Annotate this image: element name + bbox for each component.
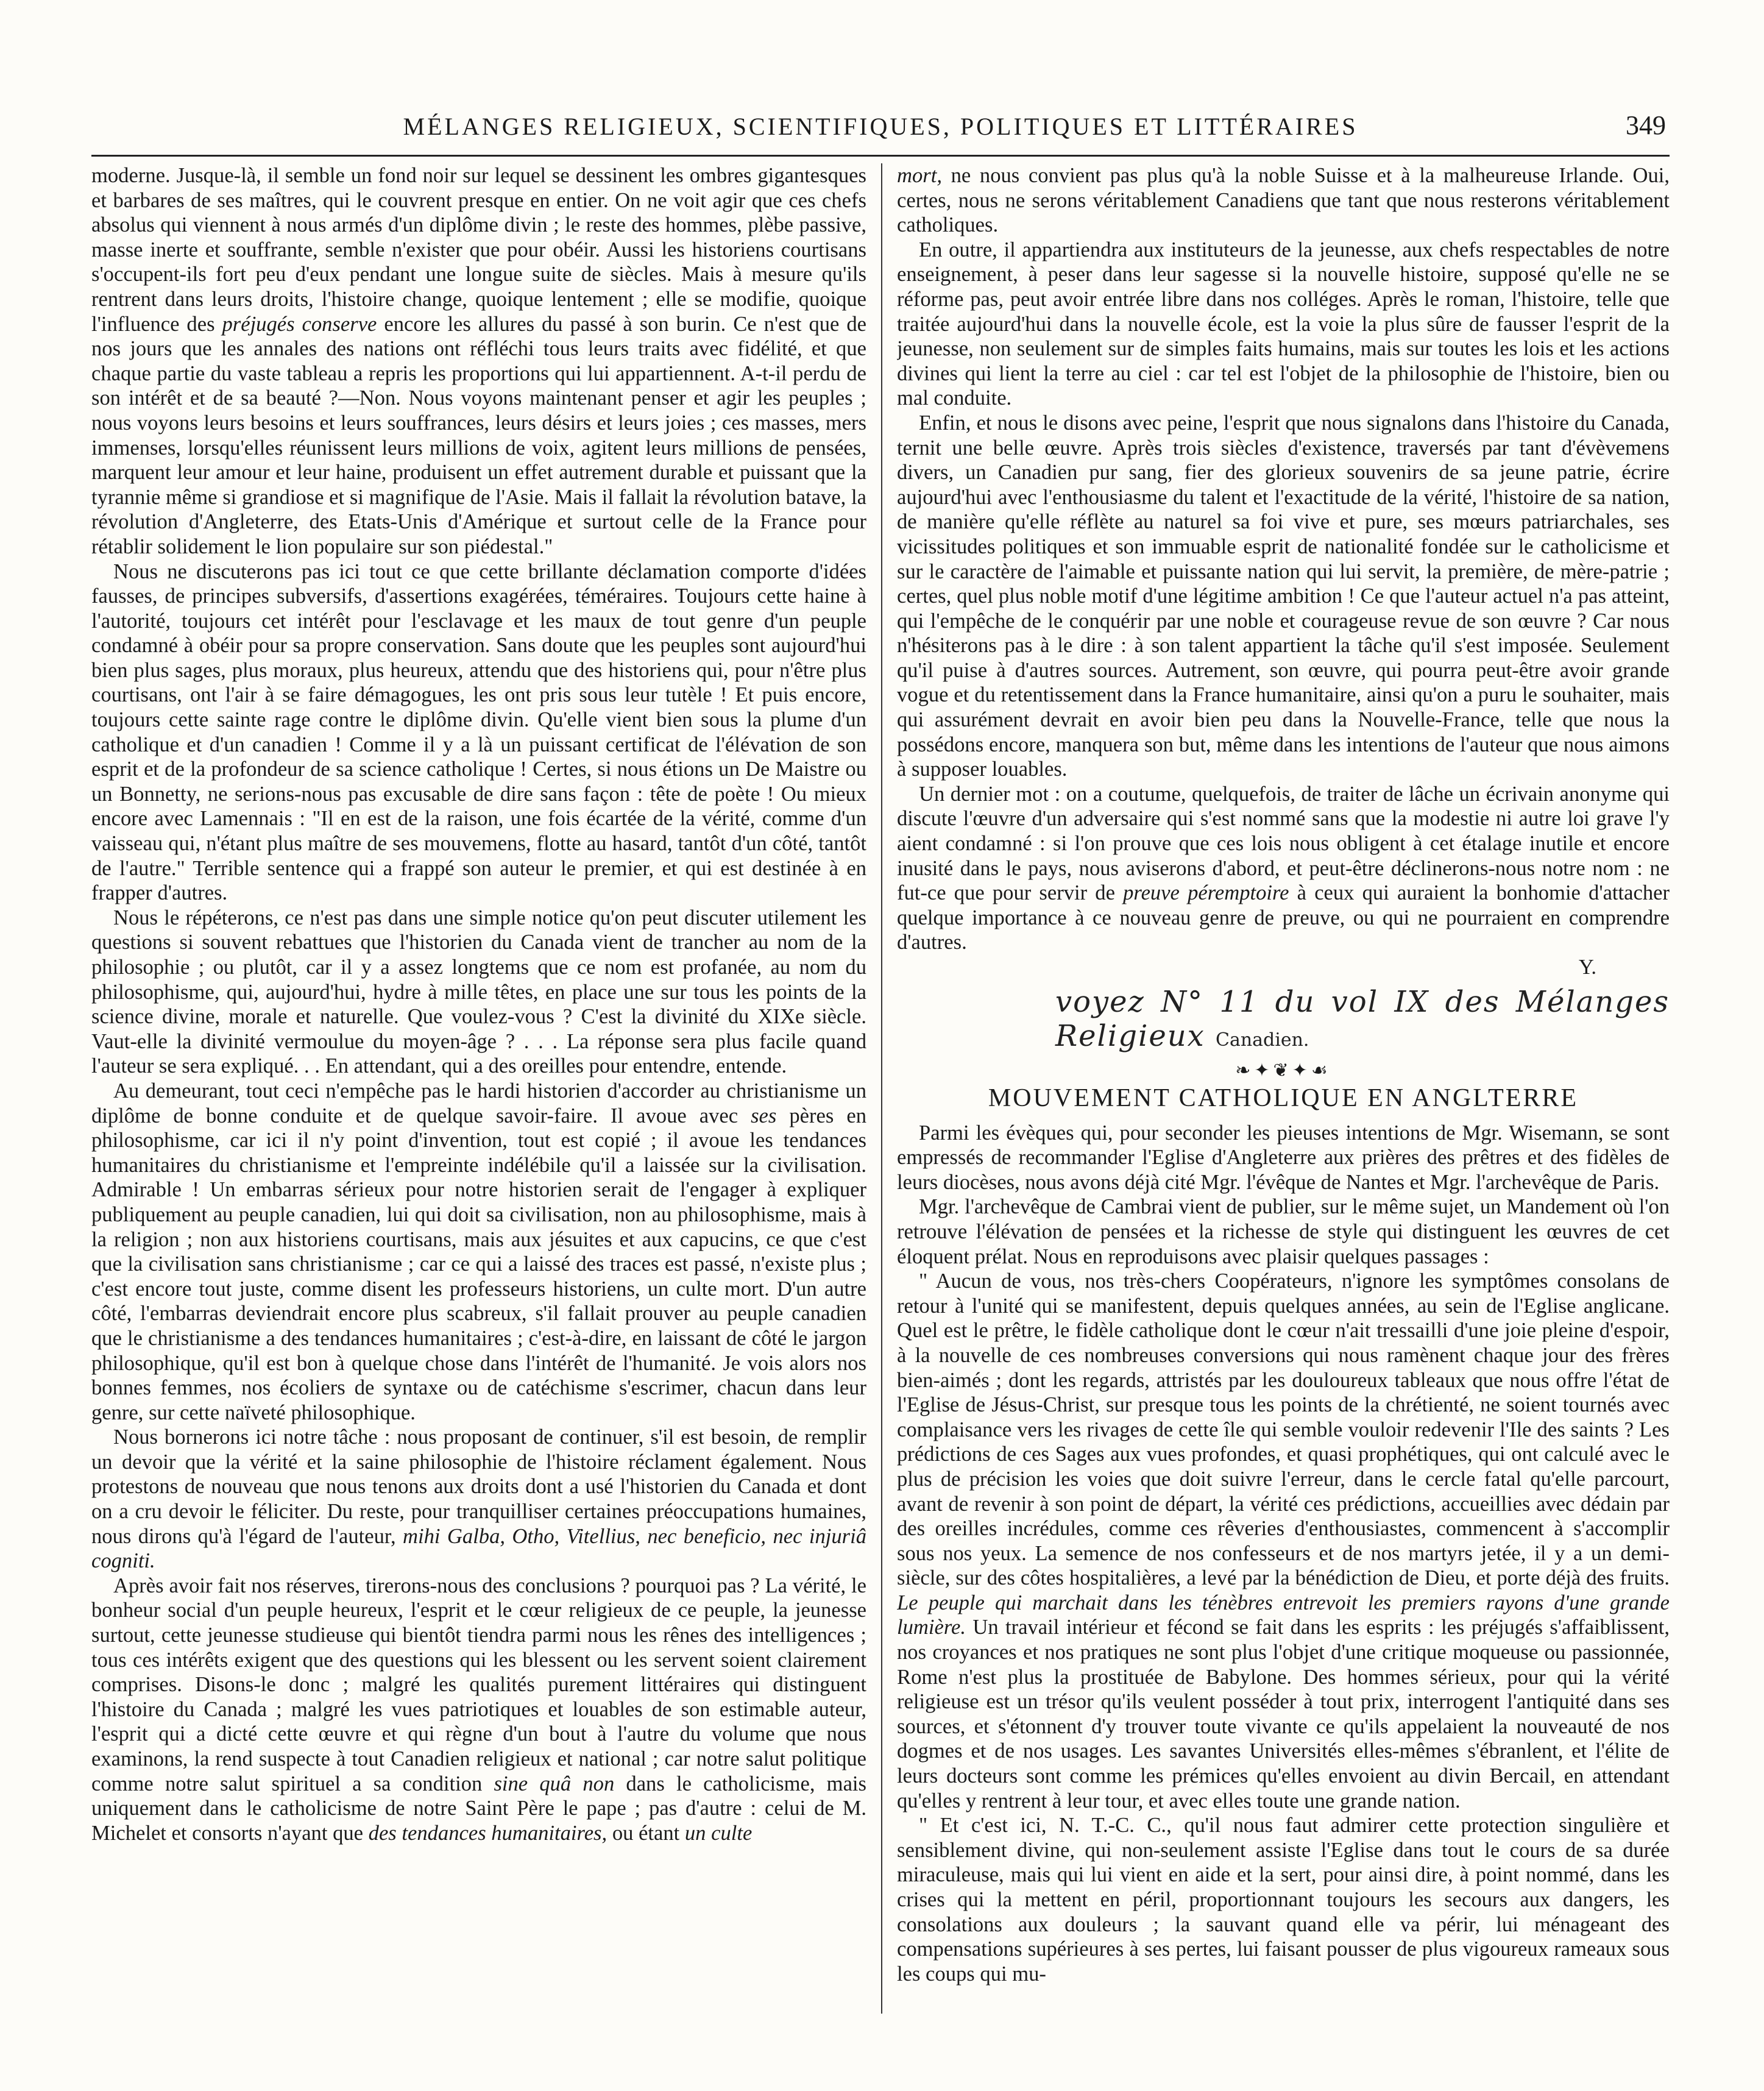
columns [91,163,1670,2014]
paragraph: Un dernier mot : on a coutume, quelquefois, de traiter de lâche un écrivain anonyme qui discute l'œuvre d'un adversaire qui s'est nommé sans que la modestie ni autre loi grave l'y aient condamné : si l'on prouve que ces lois nous obligent à cet étalage inutile et encore inusité dans le pays, nous aviserons d'abord, et peut-être déclinerons-nous notre nom : ne fut-ce que pour servir de preuve péremptoire à ceux qui auraient la bonhomie d'attacher quelque importance à ce nouveau genre de preuve, ou qui ne pourraient en comprendre d'autres. [897,782,1670,954]
paragraph: Mgr. l'archevêque de Cambrai vient de publier, sur le même sujet, un Mandement où l'on retrouve l'élévation de pensées et la richesse de style qui distinguent les œuvres de cet éloquent prélat. Nous en reproduisons avec plaisir quelques passages : [897,1195,1670,1268]
ornament-divider: ❧✦❦✦☙ [1235,1060,1331,1081]
paragraph: " Et c'est ici, N. T.-C. C., qu'il nous faut admirer cette protection singulière et sensiblement divine, qui non-seulement assiste l'Eglise dans tout le cours de sa durée miraculeuse, mais qui lui vient en aide et la sert, pour ainsi dire, à point nommé, dans les crises qui la mettent en péril, proportionnant toujours les secours aux dangers, les consolations aux douleurs ; la sauvant quand elle va périr, lui ménageant des compensations supérieures à ses pertes, lui faisant pousser de plus vigoureux rameaux sous les coups qui mu- [897,1814,1670,1986]
canadien-word: Canadien. [1215,1029,1309,1051]
paragraph: En outre, il appartiendra aux instituteurs de la jeunesse, aux chefs respectables de notre enseignement, à peser dans leur sagesse si la nouvelle histoire, supposé qu'elle ne se réforme pas, peut avoir entrée libre dans nos colléges. Après le roman, l'histoire, telle que traitée aujourd'hui dans la nouvelle école, est la voie la plus sûre de fausser l'esprit de la jeunesse, non seulement sur de simples faits humains, mais sur toutes les lois et les actions divines qui lient la terre au ciel : car tel est l'objet de la philosophie de l'histoire, bien ou mal conduite. [897,238,1670,410]
paragraph: " Aucun de vous, nos très-chers Coopérateurs, n'ignore les symptômes consolans de retour à l'unité qui se manifestent, depuis quelques années, au sein de l'Eglise anglicane. Quel est le prêtre, le fidèle catholique dont le cœur n'ait tressailli d'une joie pleine d'espoir, à la nouvelle de ces nombreuses conversions qui nous ramènent chaque jour des frères bien-aimés ; dont les regards, attristés par les douloureux tableaux que nous offre l'état de l'Eglise de Jésus-Christ, sur presque tous les points de la chrétienté, ne soient tournés avec complaisance vers les rivages de cette île qui semble vouloir redevenir l'Ile des saints ? Les prédictions de ces Sages aux vues profondes, et quasi prophétiques, qui ont calculé avec le plus de précision les voies que doit suivre l'erreur, dans le cercle fatal qu'elle parcourt, avant de revenir à son point de départ, la vérité ces prédictions, accueillies avec dédain par des oreilles incrédules, comme ces rêveries d'enthousiastes, commencent à s'accomplir sous nos yeux. La semence de nos confesseurs et de nos martyrs jetée, il y a un demi-siècle, sur des côtes hospitalières, a levé par la bénédiction de Dieu, et porte déjà des fruits. Le peuple qui marchait dans les ténèbres entrevoit les premiers rayons d'une grande lumière. Un travail intérieur et fécond se fait dans les esprits : les préjugés s'affaiblissent, nos croyances et nos pratiques ne sont plus l'objet d'une critique moqueuse ou passionnée, Rome n'est plus la prostituée de Babylone. Des hommes sérieux, pour qui la vérité religieuse est un trésor qu'ils veulent posséder à tout prix, interrogent l'antiquité dans ses sources, et s'étonnent d'y trouver toute vivante ce qu'ils appelaient la nouveauté de nos dogmes et de nos usages. Les savantes Universités elles-mêmes s'ébranlent, et l'élite de leurs docteurs sont comme les prémices qu'elles envoient au divin Bercail, en attendant qu'elles y rentrent à leur tour, et avec elles toute une grande nation. [897,1269,1670,1812]
paragraph: Nous ne discuterons pas ici tout ce que cette brillante déclamation comporte d'idées fausses, de principes subversifs, d'assertions exagérées, téméraires. Toujours cette haine à l'autorité, toujours cet intérêt pour l'esclavage et les maux de tout genre d'un peuple condamné à obéir pour sa propre conservation. Sans doute que les peuples sont aujourd'hui bien plus sages, plus moraux, plus heureux, attendu que des historiens qui, pour n'être plus courtisans, ont l'air à se faire démagogues, les ont pris sous leur tutèle ! Et puis encore, toujours cette sainte rage contre le diplôme divin. Qu'elle vient bien sous la plume d'un catholique et d'un canadien ! Comme il y a là un puissant certificat de l'élévation de son esprit et de la profondeur de sa science catholique ! Certes, si nous étions un De Maistre ou un Bonnetty, ne serions-nous pas excusable de dire sans façon : tête de poète ! Ou mieux encore avec Lamennais : "Il en est de la raison, une fois écartée de la vérité, comme d'un vaisseau qui, n'étant plus maître de ses mouvemens, flotte au hasard, tantôt d'un côté, tantôt de l'autre." Terrible sentence qui a frappé son auteur le premier, et qui est destinée à en frapper d'autres. [91,559,866,905]
paragraph: moderne. Jusque-là, il semble un fond noir sur lequel se dessinent les ombres gigantesques et barbares de ses maîtres, qui le couvrent presque en entier. On ne voit agir que ces chefs absolus qui viennent à nous armés d'un diplôme divin ; le reste des hommes, plèbe passive, masse inerte et souffrante, semble n'exister que pour obéir. Aussi les historiens courtisans s'occupent-ils fort peu d'eux pendant une longue suite de siècles. Mais à mesure qu'ils rentrent dans leurs droits, l'histoire change, quoique lentement ; elle se modifie, quoique l'influence des préjugés conserve encore les allures du passé à son burin. Ce n'est que de nos jours que les annales des nations ont réfléchi tous leurs traits avec fidélité, et que chaque partie du vaste tableau a repris les proportions qui lui appartiennent. A-t-il perdu de son intérêt et de sa beauté ?—Non. Nous voyons maintenant penser et agir les peuples ; nous voyons leurs besoins et leurs souffrances, leurs désirs et leurs joies ; ces masses, mers immenses, lorsqu'elles réunissent leurs millions de voix, agitent leurs millions de pensées, marquent leur amour et leur haine, produisent un effet autrement durable et puissant que la tyrannie même si grandiose et si magnifique de l'Asie. Mais il fallait la révolution batave, la révolution d'Angleterre, des Etats-Unis d'Amérique et surtout celle de la France pour rétablir solidement le lion populaire sur son piédestal." [91,164,866,558]
page-number: 349 [1626,110,1666,140]
paragraph: Parmi les évèques qui, pour seconder les pieuses intentions de Mgr. Wisemann, se sont empressés de recommander l'Eglise d'Angleterre aux prières des prêtres et des fidèles de leurs diocèses, nous avons déjà cité Mgr. l'évêque de Nantes et Mgr. l'archevêque de Paris. [897,1121,1670,1194]
paragraph: mort, ne nous convient pas plus qu'à la noble Suisse et à la malheureuse Irlande. Oui, certes, nous ne serons véritablement Canadiens que tant que nous resterons véritablement catholiques. [897,164,1670,237]
paragraph: Nous bornerons ici notre tâche : nous proposant de continuer, s'il est besoin, de remplir un devoir que la vérité et la saine philosophie de l'histoire réclament également. Nous protestons de nouveau que nous tenons aux droits dont a usé l'historien du Canada et dont on a cru devoir le féliciter. Du reste, pour tranquilliser certaines préoccupations humaines, nous dirons qu'à l'égard de l'auteur, mihi Galba, Otho, Vitellius, nec beneficio, nec injuriâ cogniti. [91,1425,866,1573]
page-header [91,107,1670,157]
running-title: MÉLANGES RELIGIEUX, SCIENTIFIQUES, POLITIQUES ET LITTÉRAIRES [403,113,1358,140]
right-column [897,163,1670,2014]
paragraph: Après avoir fait nos réserves, tirerons-nous des conclusions ? pourquoi pas ? La vérité, le bonheur social d'un peuple heureux, l'esprit et le cœur religieux de ce peuple, la jeunesse surtout, cette jeunesse studieuse qui bientôt tiendra parmi nous les rênes des intelligences ; tous ces intérêts exigent que des questions qui les blessent ou les servent soient clairement comprises. Disons-le donc ; malgré les qualités purement littéraires qui distinguent l'histoire du Canada ; malgré les vues patriotiques et louables de son estimable auteur, l'esprit qui a dicté cette œuvre et qui règne d'un bout à l'autre du volume que nous examinons, la rend suspecte à tout Canadien religieux et national ; car notre salut politique comme notre salut spirituel a sa condition sine quâ non dans le catholicisme, mais uniquement dans le catholicisme de notre Saint Père le pape ; pas d'autre : celui de M. Michelet et consorts n'ayant que des tendances humanitaires, ou étant un culte [91,1574,866,1845]
column-rule [881,163,882,2014]
section-title: MOUVEMENT CATHOLIQUE EN ANGLTERRE [988,1084,1579,1112]
newspaper-page [91,107,1670,2015]
handwritten-annotation: voyez N° 11 du vol IX des Mélanges Religieux Canadien. [1055,984,1670,1053]
signature: Y. [1578,956,1596,979]
left-column [91,163,866,2014]
paragraph: Enfin, et nous le disons avec peine, l'esprit que nous signalons dans l'histoire du Canada, ternit une belle œuvre. Après trois siècles d'existence, traversés par tant d'évèvemens divers, un Canadien pur sang, fier des glorieux souvenirs de sa jeune patrie, écrire aujourd'hui avec l'enthousiasme du talent et l'exactitude de la vérité, l'histoire de sa nation, de manière qu'elle réflète au naturel sa foi vive et pure, ses mœurs patriarchales, ses vicissitudes politiques et son immuable esprit de nationalité fondée sur le catholicisme et sur le caractère de l'aimable et puissante nation qui lui servit, la première, de mère-patrie ; certes, quel plus noble motif d'une légitime ambition ! Ce que l'auteur actuel n'a pas atteint, qui l'empêche de le conquérir par une noble et courageuse revue de son œuvre ? Car nous n'hésiterons pas à le dire : à son talent appartient la tâche qu'il s'est imposée. Seulement qu'il puise à d'autres sources. Autrement, son œuvre, qui pourra peut-être avoir grande vogue et du retentissement dans la France humanitaire, ainsi qu'on a puru le souhaiter, mais qui assurément devrait en avoir bien peu dans la Nouvelle-France, telle que nous la possédons encore, manquera son but, même dans les intentions de l'auteur que nous aimons à supposer louables. [897,411,1670,781]
paragraph: Nous le répéterons, ce n'est pas dans une simple notice qu'on peut discuter utilement les questions si souvent rebattues que l'historien du Canada vient de trancher au nom de la philosophie ; ou plutôt, car il y a assez longtems que ce nom est profanée, au nom du philosophisme, qui, aujourd'hui, hydre à mille têtes, en place une sur tous les points de la science divine, morale et naturelle. Que voulez-vous ? C'est la divinité du XIXe siècle. Vaut-elle la divinité vermoulue du moyen-âge ? . . . La réponse sera plus facile quand l'auteur se sera expliqué. . . En attendant, qui a des oreilles pour entendre, entende. [91,906,866,1078]
paragraph: Au demeurant, tout ceci n'empêche pas le hardi historien d'accorder au christianisme un diplôme de bonne conduite et de quelque savoir-faire. Il avoue avec ses pères en philosophisme, car ici il n'y point d'invention, tout est copié ; il avoue les tendances humanitaires du christianisme et l'empreinte indélébile qu'il a laissée sur la civilisation. Admirable ! Un embarras sérieux pour notre historien serait de l'engager à expliquer publiquement au peuple canadien, lui qui doit sa civilisation, non au philosophisme, mais à la religion ; non aux historiens courtisans, mais aux jésuites et aux capucins, ce que c'est que la civilisation sans christianisme ; car ce qui a laissé des traces est passé, n'existe plus ; c'est encore tout juste, comme disent les professeurs historiens, un culte mort. D'un autre côté, l'embarras deviendrait encore plus scabreux, s'il fallait prouver au peuple canadien que le christianisme a des tendances humanitaires ; c'est-à-dire, en laissant de côté le jargon philosophique, qu'il est bon à quelque chose dans l'intérêt de l'humanité. Je vois alors nos bonnes femmes, nos écoliers de syntaxe ou de catéchisme s'escrimer, chacun dans leur genre, sur cette naïveté philosophique. [91,1079,866,1424]
